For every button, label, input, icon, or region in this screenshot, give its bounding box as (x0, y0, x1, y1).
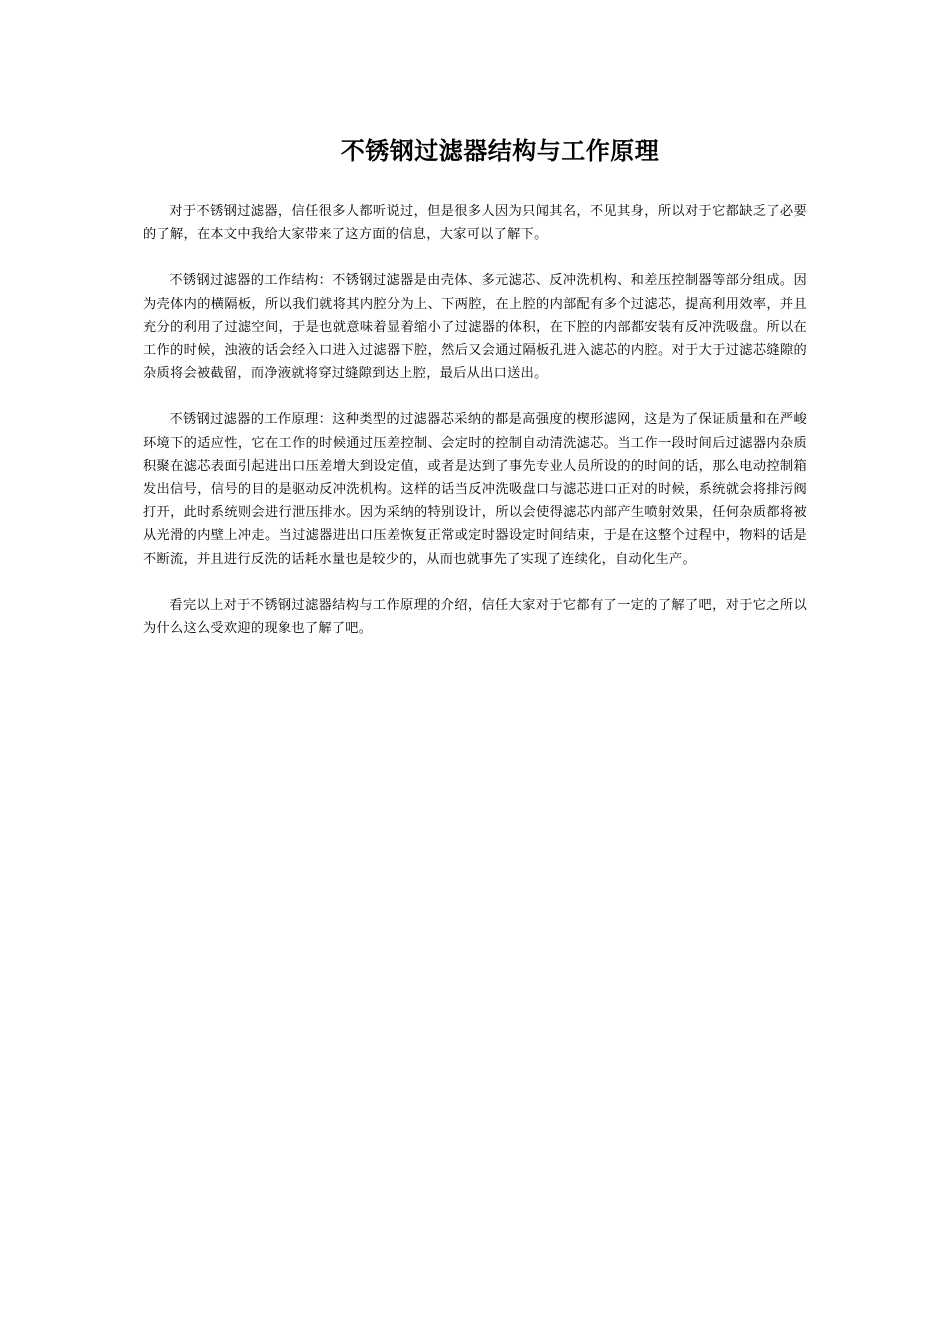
paragraph-intro: 对于不锈钢过滤器，信任很多人都听说过，但是很多人因为只闻其名，不见其身，所以对于它都缺乏了必要的了解，在本文中我给大家带来了这方面的信息，大家可以了解下。 (143, 204, 807, 243)
paragraph-conclusion: 看完以上对于不锈钢过滤器结构与工作原理的介绍，信任大家对于它都有了一定的了解了吧，对于它之所以为什么这么受欢迎的现象也了解了吧。 (143, 597, 807, 637)
document-title: 不锈钢过滤器结构与工作原理 (340, 137, 660, 165)
paragraph-structure: 不锈钢过滤器的工作结构：不锈钢过滤器是由壳体、多元滤芯、反冲洗机构、和差压控制器等部分组成。因为壳体内的横隔板，所以我们就将其内腔分为上、下两腔，在上腔的内部配有多个过滤芯，提高利用效率，并且充分的利用了过滤空间，于是也就意味着显着缩小了过滤器的体积，在下腔的内部都安装有反冲洗吸盘。所以在工作的时候，浊液的话会经入口进入过滤器下腔，然后又会通过隔板孔进入滤芯的内腔。对于大于过滤芯缝隙的杂质将会被截留，而净液就将穿过缝隙到达上腔，最后从出口送出。 (143, 273, 807, 382)
paragraph-principle: 不锈钢过滤器的工作原理：这种类型的过滤器芯采纳的都是高强度的楔形滤网，这是为了保证质量和在严峻环境下的适应性，它在工作的时候通过压差控制、会定时的控制自动清洗滤芯。当工作一段时间后过滤器内杂质积聚在滤芯表面引起进出口压差增大到设定值，或者是达到了事先专业人员所设的的时间的话，那么电动控制箱发出信号，信号的目的是驱动反冲洗机构。这样的话当反冲洗吸盘口与滤芯进口正对的时候，系统就会将排污阀打开，此时系统则会进行泄压排水。因为采纳的特别设计，所以会使得滤芯内部产生喷射效果，任何杂质都将被从光滑的内壁上冲走。当过滤器进出口压差恢复正常或定时器设定时间结束，于是在这整个过程中，物料的话是不断流，并且进行反洗的话耗水量也是较少的，从而也就事先了实现了连续化，自动化生产。 (143, 412, 807, 567)
document-body (143, 200, 807, 663)
